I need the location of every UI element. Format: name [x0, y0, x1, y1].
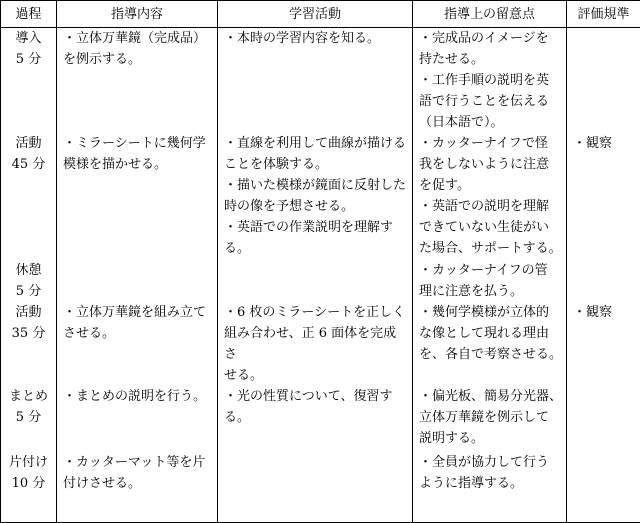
table-row	[1, 452, 640, 522]
stage-time: 10 分	[3, 473, 54, 494]
points-cell	[413, 28, 567, 134]
content-cell	[57, 28, 218, 134]
points-text: ・カッターナイフの管 理に注意を払う。	[419, 260, 562, 302]
stage-label: 活動	[3, 302, 54, 323]
content-cell	[57, 133, 218, 260]
process-cell	[1, 133, 57, 260]
activity-cell	[218, 133, 413, 260]
points-text: ・全員が協力して行う ように指導する。	[419, 452, 562, 494]
content-text: ・まとめの説明を行う。	[63, 386, 213, 407]
header-process: 過程	[1, 1, 57, 28]
content-text: ・ミラーシートに幾何学 模様を描かせる。	[63, 133, 213, 175]
activity-text: ・光の性質について、復習する。	[224, 386, 408, 428]
header-activity: 学習活動	[218, 1, 413, 28]
content-cell	[57, 302, 218, 386]
table-row	[1, 260, 640, 302]
points-cell	[413, 452, 567, 522]
header-evaluation: 評価規準	[567, 1, 640, 28]
points-cell	[413, 386, 567, 452]
evaluation-cell	[567, 452, 640, 522]
activity-cell	[218, 28, 413, 134]
stage-time: 35 分	[3, 323, 54, 344]
evaluation-text: ・観察	[573, 302, 634, 323]
points-cell	[413, 302, 567, 386]
activity-cell	[218, 260, 413, 302]
stage-label: 休憩	[3, 260, 54, 281]
content-text: ・立体万華鏡を組み立て させる。	[63, 302, 213, 344]
table-row	[1, 302, 640, 386]
evaluation-cell	[567, 260, 640, 302]
table-row	[1, 386, 640, 452]
header-row	[1, 1, 640, 28]
table-row	[1, 133, 640, 260]
activity-text: ・6 枚のミラーシートを正しく 組み合わせ、正 6 面体を完成さ せる。	[224, 302, 408, 386]
table-row	[1, 28, 640, 134]
points-text: ・カッターナイフで怪 我をしないように注意 を促す。 ・英語での説明を理解 できていない生徒がい た場合、サポートする。	[419, 133, 562, 259]
header-points: 指導上の留意点	[413, 1, 567, 28]
points-text: ・偏光板、簡易分光器、 立体万華鏡を例示して 説明する。	[419, 386, 562, 449]
content-text: ・カッターマット等を片 付けさせる。	[63, 452, 213, 494]
evaluation-cell	[567, 28, 640, 134]
stage-time: 5 分	[3, 49, 54, 70]
process-cell	[1, 260, 57, 302]
process-cell	[1, 452, 57, 522]
stage-time: 5 分	[3, 281, 54, 302]
activity-text: ・直線を利用して曲線が描ける ことを体験する。 ・描いた模様が鏡面に反射した 時の像を予想させる。 ・英語での作業説明を理解す る。	[224, 133, 408, 259]
content-cell	[57, 260, 218, 302]
process-cell	[1, 386, 57, 452]
activity-cell	[218, 452, 413, 522]
points-text: ・幾何学模様が立体的 な像として現れる理由 を、各自で考察させる。	[419, 302, 562, 365]
stage-label: まとめ	[3, 386, 54, 407]
evaluation-cell	[567, 302, 640, 386]
stage-label: 導入	[3, 28, 54, 49]
activity-cell	[218, 386, 413, 452]
stage-label: 活動	[3, 133, 54, 154]
points-cell	[413, 260, 567, 302]
content-cell	[57, 386, 218, 452]
content-text: ・立体万華鏡（完成品） を例示する。	[63, 28, 213, 70]
evaluation-cell	[567, 386, 640, 452]
stage-label: 片付け	[3, 452, 54, 473]
activity-text: ・本時の学習内容を知る。	[224, 28, 408, 49]
activity-cell	[218, 302, 413, 386]
stage-time: 5 分	[3, 407, 54, 428]
points-text: ・完成品のイメージを 持たせる。 ・工作手順の説明を英 語で行うことを伝える （日本語で）。	[419, 28, 562, 133]
evaluation-cell	[567, 133, 640, 260]
process-cell	[1, 302, 57, 386]
stage-time: 45 分	[3, 154, 54, 175]
content-cell	[57, 452, 218, 522]
process-cell	[1, 28, 57, 134]
evaluation-text: ・観察	[573, 133, 634, 154]
header-content: 指導内容	[57, 1, 218, 28]
points-cell	[413, 133, 567, 260]
